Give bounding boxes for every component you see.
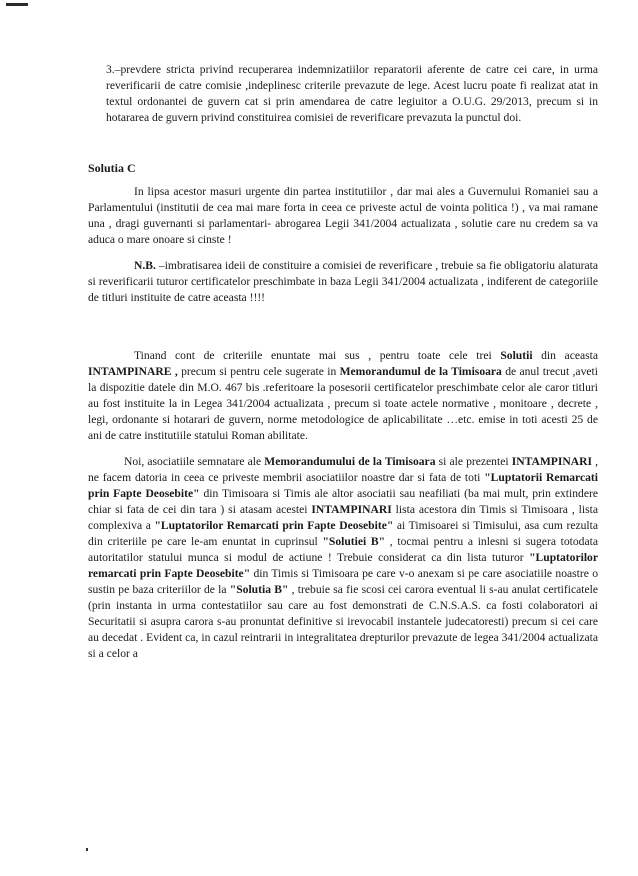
scan-speck: [86, 848, 88, 851]
heading-solutia-c: Solutia C: [88, 161, 136, 175]
bold-run: "Solutia B": [229, 583, 289, 596]
paragraph-asociatii: [88, 454, 598, 662]
text-run: din Timis si Timisoara pe care v-o anexam si pe care asociatiile noastre o sustin pe baza criteriilor de la: [88, 567, 598, 596]
text-run: , ne facem datoria in ceea ce priveste membrii asociatiilor noastre dar si fata de toti: [88, 455, 598, 484]
text-run: si ale prezentei: [435, 455, 512, 468]
bold-run: INTAMPINARE ,: [88, 365, 178, 378]
paragraph-criterii: [88, 348, 598, 444]
nb-text: –imbratisarea ideii de constituire a comisiei de reverificare , trebuie sa fie obligatoriu alaturata si reverificarii tuturor certificatelor preschimbate in baza Legii 341/2004 actualizata , indiferent de categoriile de titluri instituite de catre aceasta !!!!: [88, 259, 598, 304]
text-run: precum si pentru cele sugerate in: [177, 365, 340, 378]
text-run: ai Timisoarei si Timisului, asa cum rezulta din criteriile pe care le-am enuntat in cuprinsul: [88, 519, 598, 548]
bold-run: Memorandumul de la Timisoara: [339, 365, 502, 378]
text-run: , trebuie sa fie scosi cei carora eventual li s-au anulat certificatele (prin instanta in urma contestatiilor sau care au fost demonstrati de C.N.S.A.S. ca fosti colaboratori ai Securitatii si asupra carora s-au pronuntat definitive si irevocabil instantele judecatoresti) precum si cei care au decedat . Evident ca, in cazul reintrarii in integralitatea drepturilor prevazute de legea 341/2004 actualizata si a celor a: [88, 583, 598, 660]
paragraph-solutia-c: In lipsa acestor masuri urgente din partea institutiilor , dar mai ales a Guvernului Romaniei sau a Parlamentului (institutii de cea mai mare forta in ceea ce priveste actul de vointa politica !) , va mai ramane una , dragi guvernanti si parlamentari- abrogarea Legii 341/2004 actualizata , solutie care nu credem sa va aduca o mare onoare si cinste !: [88, 185, 598, 246]
nb-label: N.B.: [134, 259, 156, 272]
bold-run: "Luptatorilor Remarcati prin Fapte Deosebite": [154, 519, 394, 532]
text-run: Tinand cont de criteriile enuntate mai sus , pentru toate cele trei: [134, 349, 501, 362]
scan-edge-mark: [6, 3, 28, 6]
text-run: Noi, asociatiile semnatare ale: [124, 455, 265, 468]
bold-run: INTAMPINARI: [311, 503, 392, 516]
text-run: din aceasta: [532, 349, 599, 362]
paragraph-point-3: 3.–prevdere stricta privind recuperarea indemnizatiilor reparatorii aferente de catre cei care, in urma reverificarii de catre comisie ,indeplinesc criterile prevazute de lege. Acest lucru poate fi realizat atat in textul ordonantei de guvern cat si prin amendarea de catre legiuitor a O.U.G. 29/2013, precum si in hotararea de guvern privind constituirea comisiei de reverificare prevazuta la punctul doi.: [106, 63, 598, 124]
text-run: din Timisoara si Timis ale altor asociatii sau neafiliati (ba mai mult, prin extindere chiar si fata de cei din tara ) si atasam acestei: [88, 487, 598, 516]
text-run: de anul trecut ,aveti la dispozitie datele din M.O. 467 bis .referitoare la posesorii certificatelor preschimbate celor ale caror titluri au fost instituite la in Legea 341/2004 actualizata , precum si toate actele normative , monitoare , decrete , legi, ordonante si hotarari de guvern, norme metodologice de aplicabilitate …etc. emise in toti acesti 25 de ani de catre institutiile statului Roman abilitate.: [88, 365, 598, 442]
bold-run: "Solutiei B": [322, 535, 386, 548]
paragraph-nb: [88, 258, 598, 306]
bold-run: "Luptatorilor remarcati prin Fapte Deosebite": [88, 551, 598, 580]
bold-run: INTAMPINARI: [511, 455, 592, 468]
text-run: , tocmai pentru a inlesni si sugera totodata autoritatilor statului munca si modul de actiune ! Trebuie considerat ca din lista tuturor: [88, 535, 598, 564]
bold-run: "Luptatorii Remarcati prin Fapte Deosebite": [88, 471, 598, 500]
bold-run: Solutii: [500, 349, 533, 362]
document-page: [88, 62, 598, 662]
bold-run: Memorandumului de la Timisoara: [264, 455, 436, 468]
text-run: lista acestora din Timis si Timisoara , lista complexiva a: [88, 503, 599, 532]
